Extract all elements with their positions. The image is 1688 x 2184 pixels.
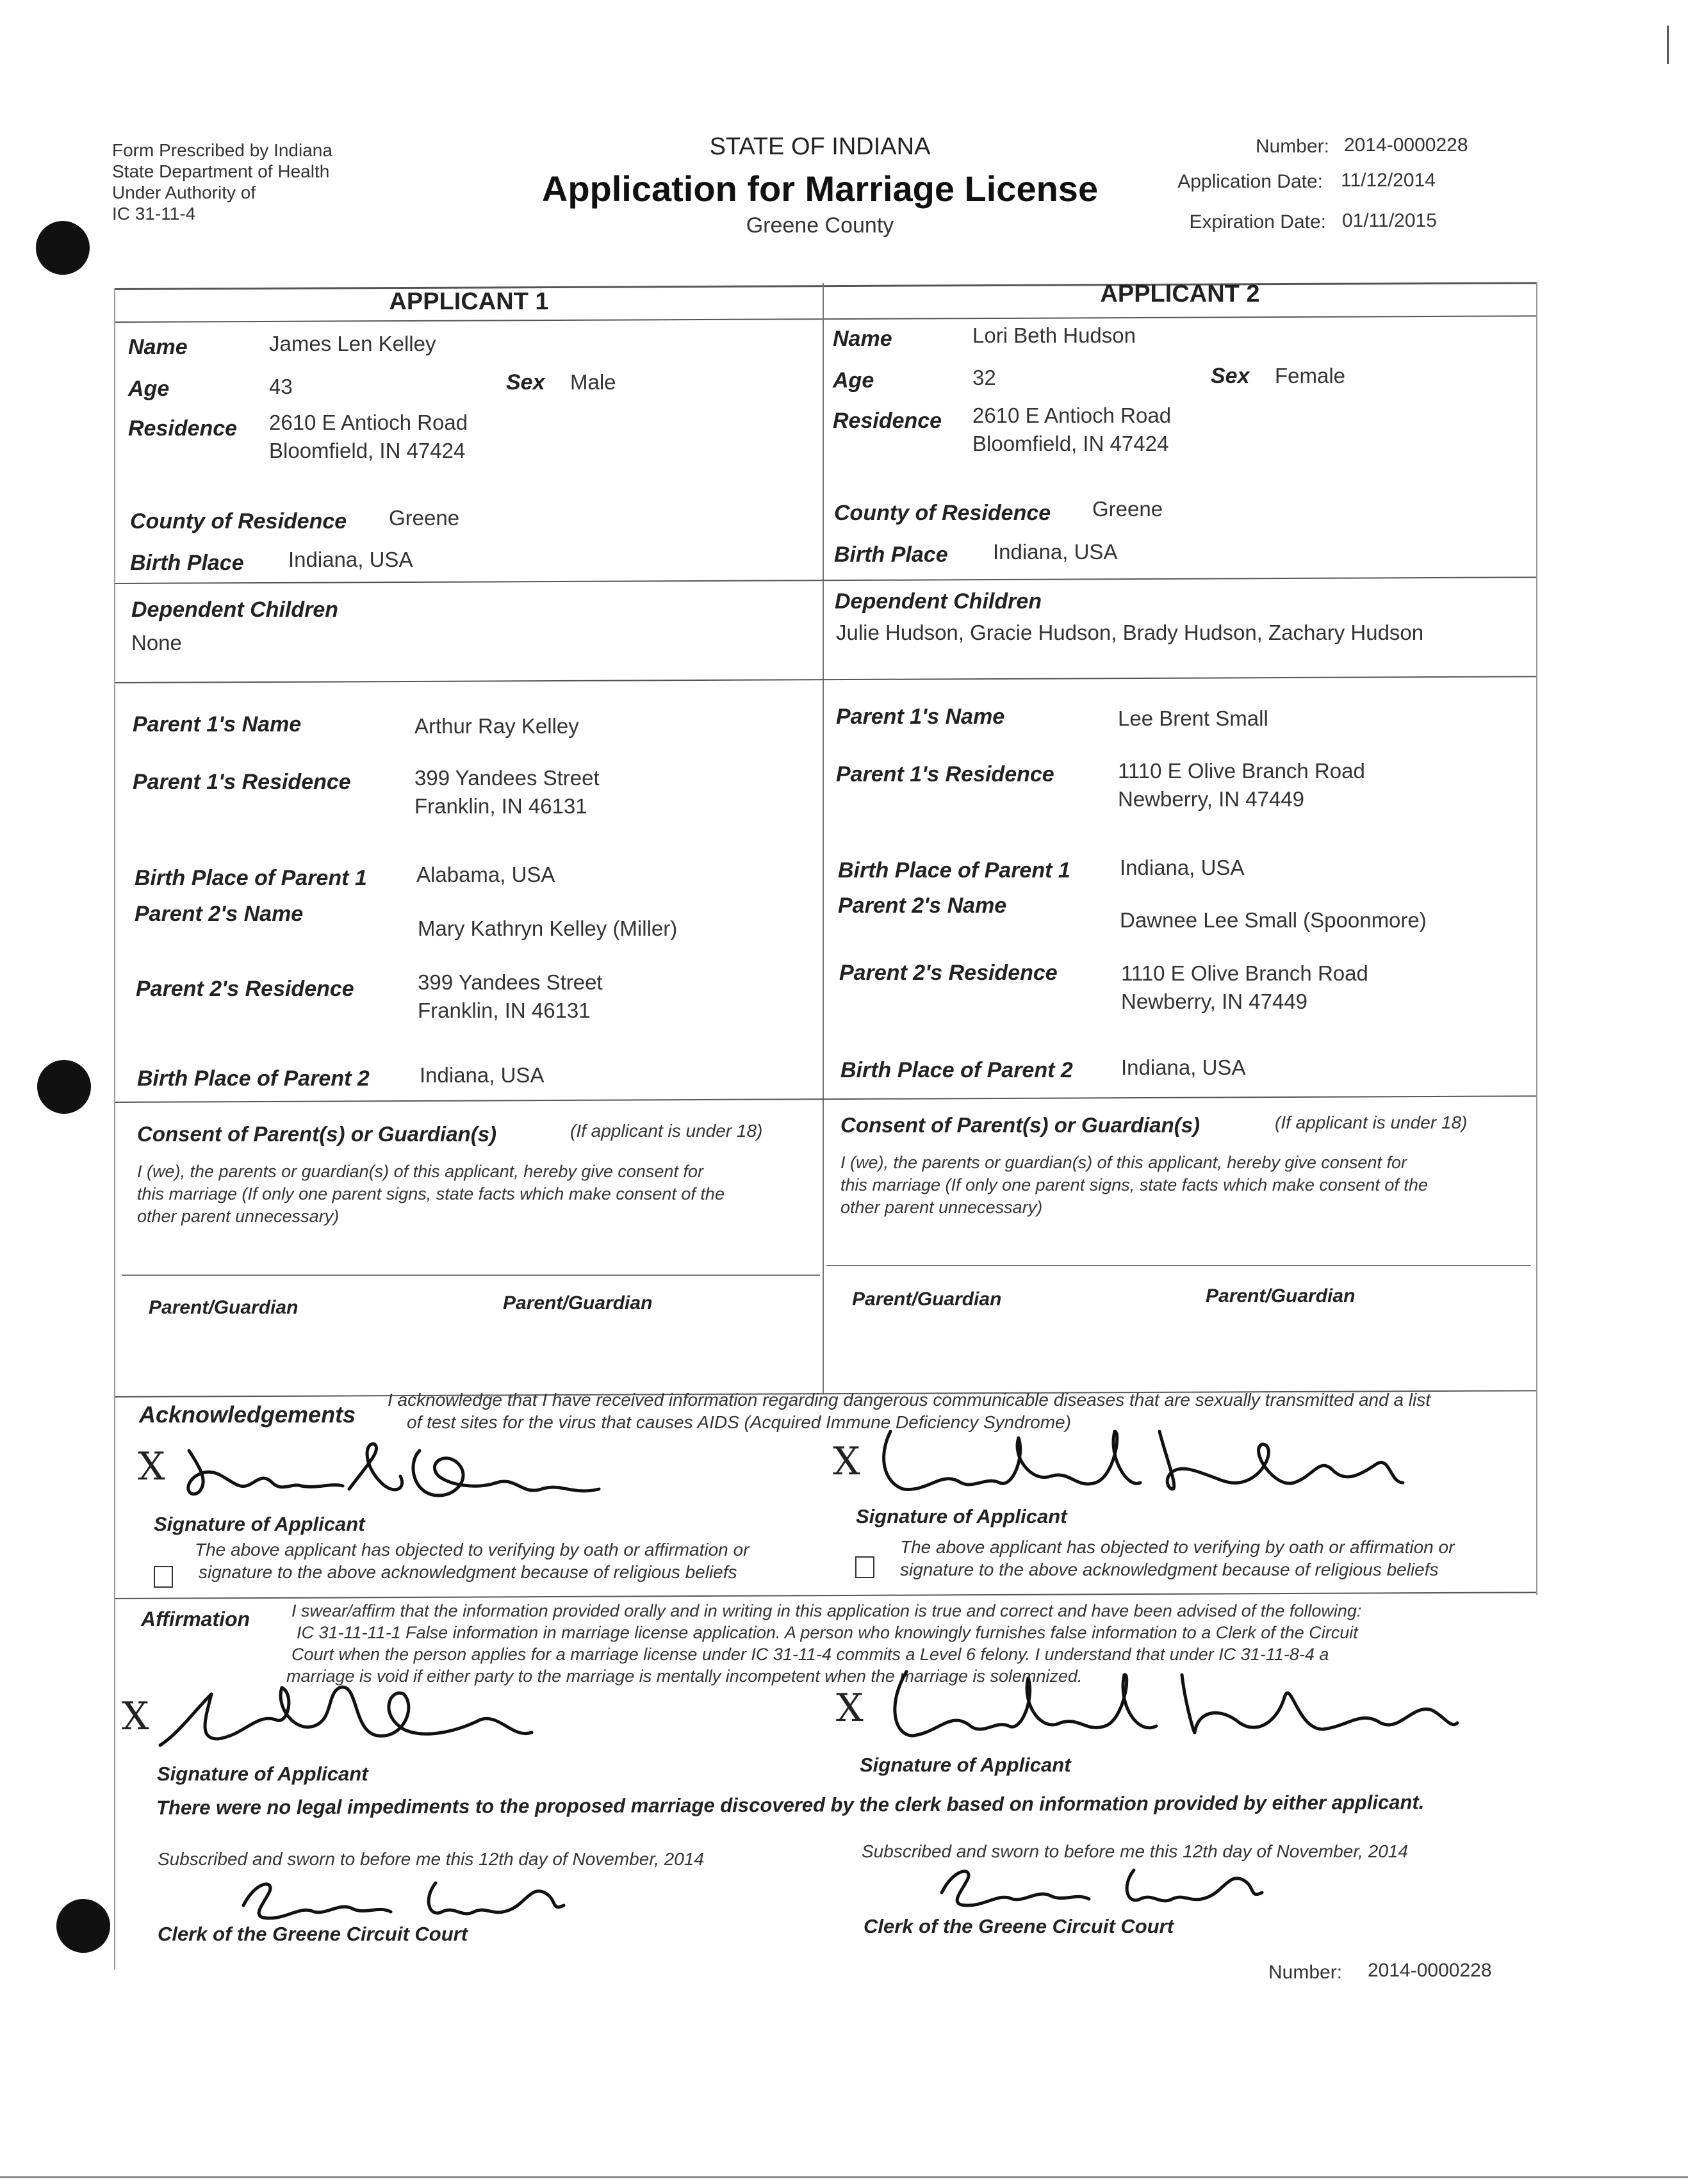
objection-line: The above applicant has objected to verifying by oath or affirmation or xyxy=(900,1537,1455,1557)
applicant1-objection-text xyxy=(195,1538,750,1583)
ack-text-line: of test sites for the virus that causes AIDS (Acquired Immune Deficiency Syndrome) xyxy=(407,1412,1071,1432)
signature-scribble xyxy=(122,1668,557,1758)
form-title: Application for Marriage License xyxy=(541,168,1099,209)
a1-sex-label: Sex xyxy=(506,370,545,395)
a2-parent1-res-line1: 1110 E Olive Branch Road xyxy=(1118,759,1365,783)
a2-dependents-value: Julie Hudson, Gracie Hudson, Brady Hudson, Zachary Hudson xyxy=(836,621,1424,644)
a1-parent1-res-label: Parent 1's Residence xyxy=(133,770,351,794)
a1-consent-note: (If applicant is under 18) xyxy=(570,1121,763,1141)
consent-sign-line-left xyxy=(122,1275,820,1276)
a1-consent-text xyxy=(137,1161,725,1228)
a2-county-label: County of Residence xyxy=(834,501,1051,525)
a2-consent-label: Consent of Parent(s) or Guardian(s) xyxy=(840,1113,1200,1137)
a1-residence-line1: 2610 E Antioch Road xyxy=(269,411,468,434)
a2-parent2-res-line2: Newberry, IN 47449 xyxy=(1121,990,1308,1013)
a1-name-value: James Len Kelley xyxy=(269,332,436,355)
affirmation-line: I swear/affirm that the information provided orally and in writing in this application is true and correct and have been advised of the following: xyxy=(291,1601,1362,1620)
a1-residence-line2: Bloomfield, IN 47424 xyxy=(269,439,466,462)
a2-dependents-label: Dependent Children xyxy=(835,589,1042,614)
signature-x-mark: X xyxy=(836,1686,864,1731)
frame-right xyxy=(1536,282,1537,1595)
divider-dependents xyxy=(115,576,1536,584)
expiration-date-label: Expiration Date: xyxy=(1189,211,1326,232)
a2-parent2-birth-value: Indiana, USA xyxy=(1121,1055,1246,1079)
a2-parent2-res-line1: 1110 E Olive Branch Road xyxy=(1121,961,1368,985)
signature-scribble xyxy=(138,1425,625,1508)
a2-sex-value: Female xyxy=(1275,364,1346,387)
signature-x-mark: X xyxy=(833,1439,860,1484)
prescribed-line: State Department of Health xyxy=(112,161,330,181)
applicant1-ack-signature-label: Signature of Applicant xyxy=(154,1513,365,1535)
a2-parent-guardian-1: Parent/Guardian xyxy=(852,1289,1002,1310)
applicant2-subscribed-text: Subscribed and sworn to before me this 12th day of November, 2014 xyxy=(862,1841,1408,1861)
frame-under-headings xyxy=(114,315,1536,323)
a1-sex-value: Male xyxy=(570,370,616,394)
application-date-value: 11/12/2014 xyxy=(1341,170,1436,191)
frame-left xyxy=(114,288,115,1969)
objection-line: signature to the above acknowledgment because of religious beliefs xyxy=(900,1560,1439,1579)
a2-residence-label: Residence xyxy=(833,409,942,433)
a1-consent-label: Consent of Parent(s) or Guardian(s) xyxy=(137,1122,497,1146)
a2-county-value: Greene xyxy=(1092,497,1163,521)
scan-edge-right xyxy=(1667,26,1669,64)
a2-birthplace-value: Indiana, USA xyxy=(993,540,1118,564)
a2-parent-guardian-2: Parent/Guardian xyxy=(1206,1285,1356,1307)
impediments-statement: There were no legal impediments to the proposed marriage discovered by the clerk based on information provided by either applicant. xyxy=(156,1791,1425,1819)
applicant1-affirmation-signature-label: Signature of Applicant xyxy=(157,1763,368,1785)
consent-text-line: this marriage (If only one parent signs, state facts which make consent of the xyxy=(137,1184,725,1203)
a1-parent1-name-label: Parent 1's Name xyxy=(133,712,302,737)
applicant2-affirmation-signature-label: Signature of Applicant xyxy=(860,1754,1071,1776)
a2-parent1-res-line2: Newberry, IN 47449 xyxy=(1118,787,1305,811)
a2-parent2-res-label: Parent 2's Residence xyxy=(839,961,1058,985)
punch-hole-middle xyxy=(37,1060,91,1114)
consent-text-line: other parent unnecessary) xyxy=(137,1207,340,1226)
applicant2-clerk-label: Clerk of the Greene Circuit Court xyxy=(864,1915,1174,1937)
column-divider xyxy=(823,283,824,1394)
a1-parent1-birth-label: Birth Place of Parent 1 xyxy=(135,866,367,890)
affirmation-line: marriage is void if either party to the marriage is mentally incompetent when the marriage is solemnized. xyxy=(286,1667,1083,1686)
signature-scribble xyxy=(929,1854,1288,1912)
divider-consent xyxy=(115,1095,1536,1103)
number-value: 2014-0000228 xyxy=(1344,134,1468,156)
applicant2-heading: APPLICANT 2 xyxy=(1100,281,1260,307)
objection-line: signature to the above acknowledgment because of religious beliefs xyxy=(199,1562,737,1582)
a2-parent2-birth-label: Birth Place of Parent 2 xyxy=(840,1058,1073,1082)
a2-name-value: Lori Beth Hudson xyxy=(972,323,1136,347)
a1-county-value: Greene xyxy=(389,506,460,530)
footer-number-label: Number: xyxy=(1268,1962,1343,1983)
state-title: STATE OF INDIANA xyxy=(709,133,931,160)
a1-parent-guardian-2: Parent/Guardian xyxy=(503,1292,653,1314)
a1-residence-label: Residence xyxy=(128,416,238,441)
applicant1-heading: APPLICANT 1 xyxy=(389,288,549,315)
applicant2-objection-checkbox[interactable] xyxy=(855,1556,874,1578)
a1-parent1-res-line1: 399 Yandees Street xyxy=(414,766,600,790)
punch-hole-bottom xyxy=(56,1899,110,1953)
a1-parent1-name-value: Arthur Ray Kelley xyxy=(414,714,579,738)
expiration-date-value: 01/11/2015 xyxy=(1342,210,1437,231)
divider-affirmation xyxy=(115,1592,1536,1599)
applicant1-affirmation-signature xyxy=(122,1668,557,1758)
a2-residence-line1: 2610 E Antioch Road xyxy=(972,403,1172,427)
a1-parent2-name-label: Parent 2's Name xyxy=(135,902,304,926)
a1-parent2-res-label: Parent 2's Residence xyxy=(136,977,354,1001)
signature-scribble xyxy=(836,1659,1464,1748)
application-date-label: Application Date: xyxy=(1177,171,1323,192)
a2-name-label: Name xyxy=(833,327,892,351)
a1-county-label: County of Residence xyxy=(130,509,347,534)
a2-sex-label: Sex xyxy=(1211,364,1250,388)
a2-age-label: Age xyxy=(833,368,874,393)
a1-age-value: 43 xyxy=(269,375,293,398)
county-subtitle: Greene County xyxy=(746,213,894,238)
a1-parent2-res-line2: Franklin, IN 46131 xyxy=(418,998,591,1022)
signature-x-mark: X xyxy=(122,1694,149,1739)
consent-text-line: this marriage (If only one parent signs, state facts which make consent of the xyxy=(840,1175,1428,1194)
prescribed-line: Under Authority of xyxy=(112,183,256,202)
number-label: Number: xyxy=(1255,136,1329,157)
acknowledgement-label: Acknowledgements xyxy=(139,1401,356,1428)
a1-dependents-value: None xyxy=(131,631,182,655)
objection-line: The above applicant has objected to verifying by oath or affirmation or xyxy=(195,1540,750,1560)
a1-age-label: Age xyxy=(128,377,170,401)
consent-text-line: I (we), the parents or guardian(s) of this applicant, hereby give consent for xyxy=(840,1153,1407,1172)
a2-birthplace-label: Birth Place xyxy=(834,542,948,567)
applicant1-ack-signature xyxy=(138,1425,625,1508)
applicant1-subscribed-text: Subscribed and sworn to before me this 12th day of November, 2014 xyxy=(158,1849,704,1869)
a2-residence-line2: Bloomfield, IN 47424 xyxy=(972,432,1169,455)
affirmation-line: Court when the person applies for a marriage license under IC 31-11-4 commits a Level 6 felony. I understand that under IC 31-11-8-4 a xyxy=(291,1645,1329,1664)
applicant2-objection-text xyxy=(900,1536,1454,1581)
clerk-signature-left xyxy=(231,1867,589,1925)
a1-parent2-res-line1: 399 Yandees Street xyxy=(418,970,603,994)
consent-text-line: other parent unnecessary) xyxy=(840,1198,1043,1217)
signature-scribble xyxy=(231,1867,589,1925)
a2-parent2-name-label: Parent 2's Name xyxy=(838,893,1007,918)
consent-sign-line-right xyxy=(826,1265,1531,1266)
a2-parent1-name-value: Lee Brent Small xyxy=(1118,706,1268,730)
a1-parent2-birth-label: Birth Place of Parent 2 xyxy=(137,1066,370,1091)
a1-name-label: Name xyxy=(128,335,188,359)
a2-consent-note: (If applicant is under 18) xyxy=(1275,1112,1468,1132)
a1-birthplace-label: Birth Place xyxy=(130,551,244,575)
divider-parents xyxy=(115,676,1536,683)
a2-parent1-birth-value: Indiana, USA xyxy=(1120,856,1245,879)
a1-birthplace-value: Indiana, USA xyxy=(288,548,413,571)
clerk-signature-right xyxy=(929,1854,1288,1912)
a1-parent2-birth-value: Indiana, USA xyxy=(420,1063,545,1087)
ack-text-line: I acknowledge that I have received information regarding dangerous communicable diseases that are sexually transmitted and a list xyxy=(388,1390,1431,1410)
prescribed-line: IC 31-11-4 xyxy=(112,204,196,224)
a2-parent1-res-label: Parent 1's Residence xyxy=(836,762,1054,786)
a1-dependents-label: Dependent Children xyxy=(131,598,339,622)
a2-consent-text xyxy=(840,1152,1428,1219)
applicant2-ack-signature-label: Signature of Applicant xyxy=(856,1505,1067,1528)
a2-parent1-birth-label: Birth Place of Parent 1 xyxy=(838,858,1070,883)
footer-number-value: 2014-0000228 xyxy=(1368,1960,1492,1981)
scan-edge-bottom xyxy=(0,2176,1688,2178)
a1-parent2-name-value: Mary Kathryn Kelley (Miller) xyxy=(418,917,678,940)
signature-x-mark: X xyxy=(138,1444,165,1489)
applicant2-ack-signature xyxy=(833,1419,1409,1502)
affirmation-line: IC 31-11-11-1 False information in marriage license application. A person who knowingly furnishes false information to a Clerk of the Circuit xyxy=(297,1623,1358,1642)
applicant1-clerk-label: Clerk of the Greene Circuit Court xyxy=(158,1923,468,1945)
affirmation-label: Affirmation xyxy=(141,1608,250,1631)
applicant2-affirmation-signature xyxy=(836,1659,1464,1748)
signature-scribble xyxy=(833,1419,1409,1502)
prescribed-line: Form Prescribed by Indiana xyxy=(112,140,332,160)
a2-parent1-name-label: Parent 1's Name xyxy=(836,705,1005,729)
a1-parent1-res-line2: Franklin, IN 46131 xyxy=(414,794,587,818)
applicant1-objection-checkbox[interactable] xyxy=(154,1566,173,1588)
a1-parent1-birth-value: Alabama, USA xyxy=(416,863,555,886)
a1-parent-guardian-1: Parent/Guardian xyxy=(149,1297,299,1318)
a2-age-value: 32 xyxy=(972,366,996,389)
a2-parent2-name-value: Dawnee Lee Small (Spoonmore) xyxy=(1120,908,1427,932)
consent-text-line: I (we), the parents or guardian(s) of this applicant, hereby give consent for xyxy=(137,1162,703,1181)
